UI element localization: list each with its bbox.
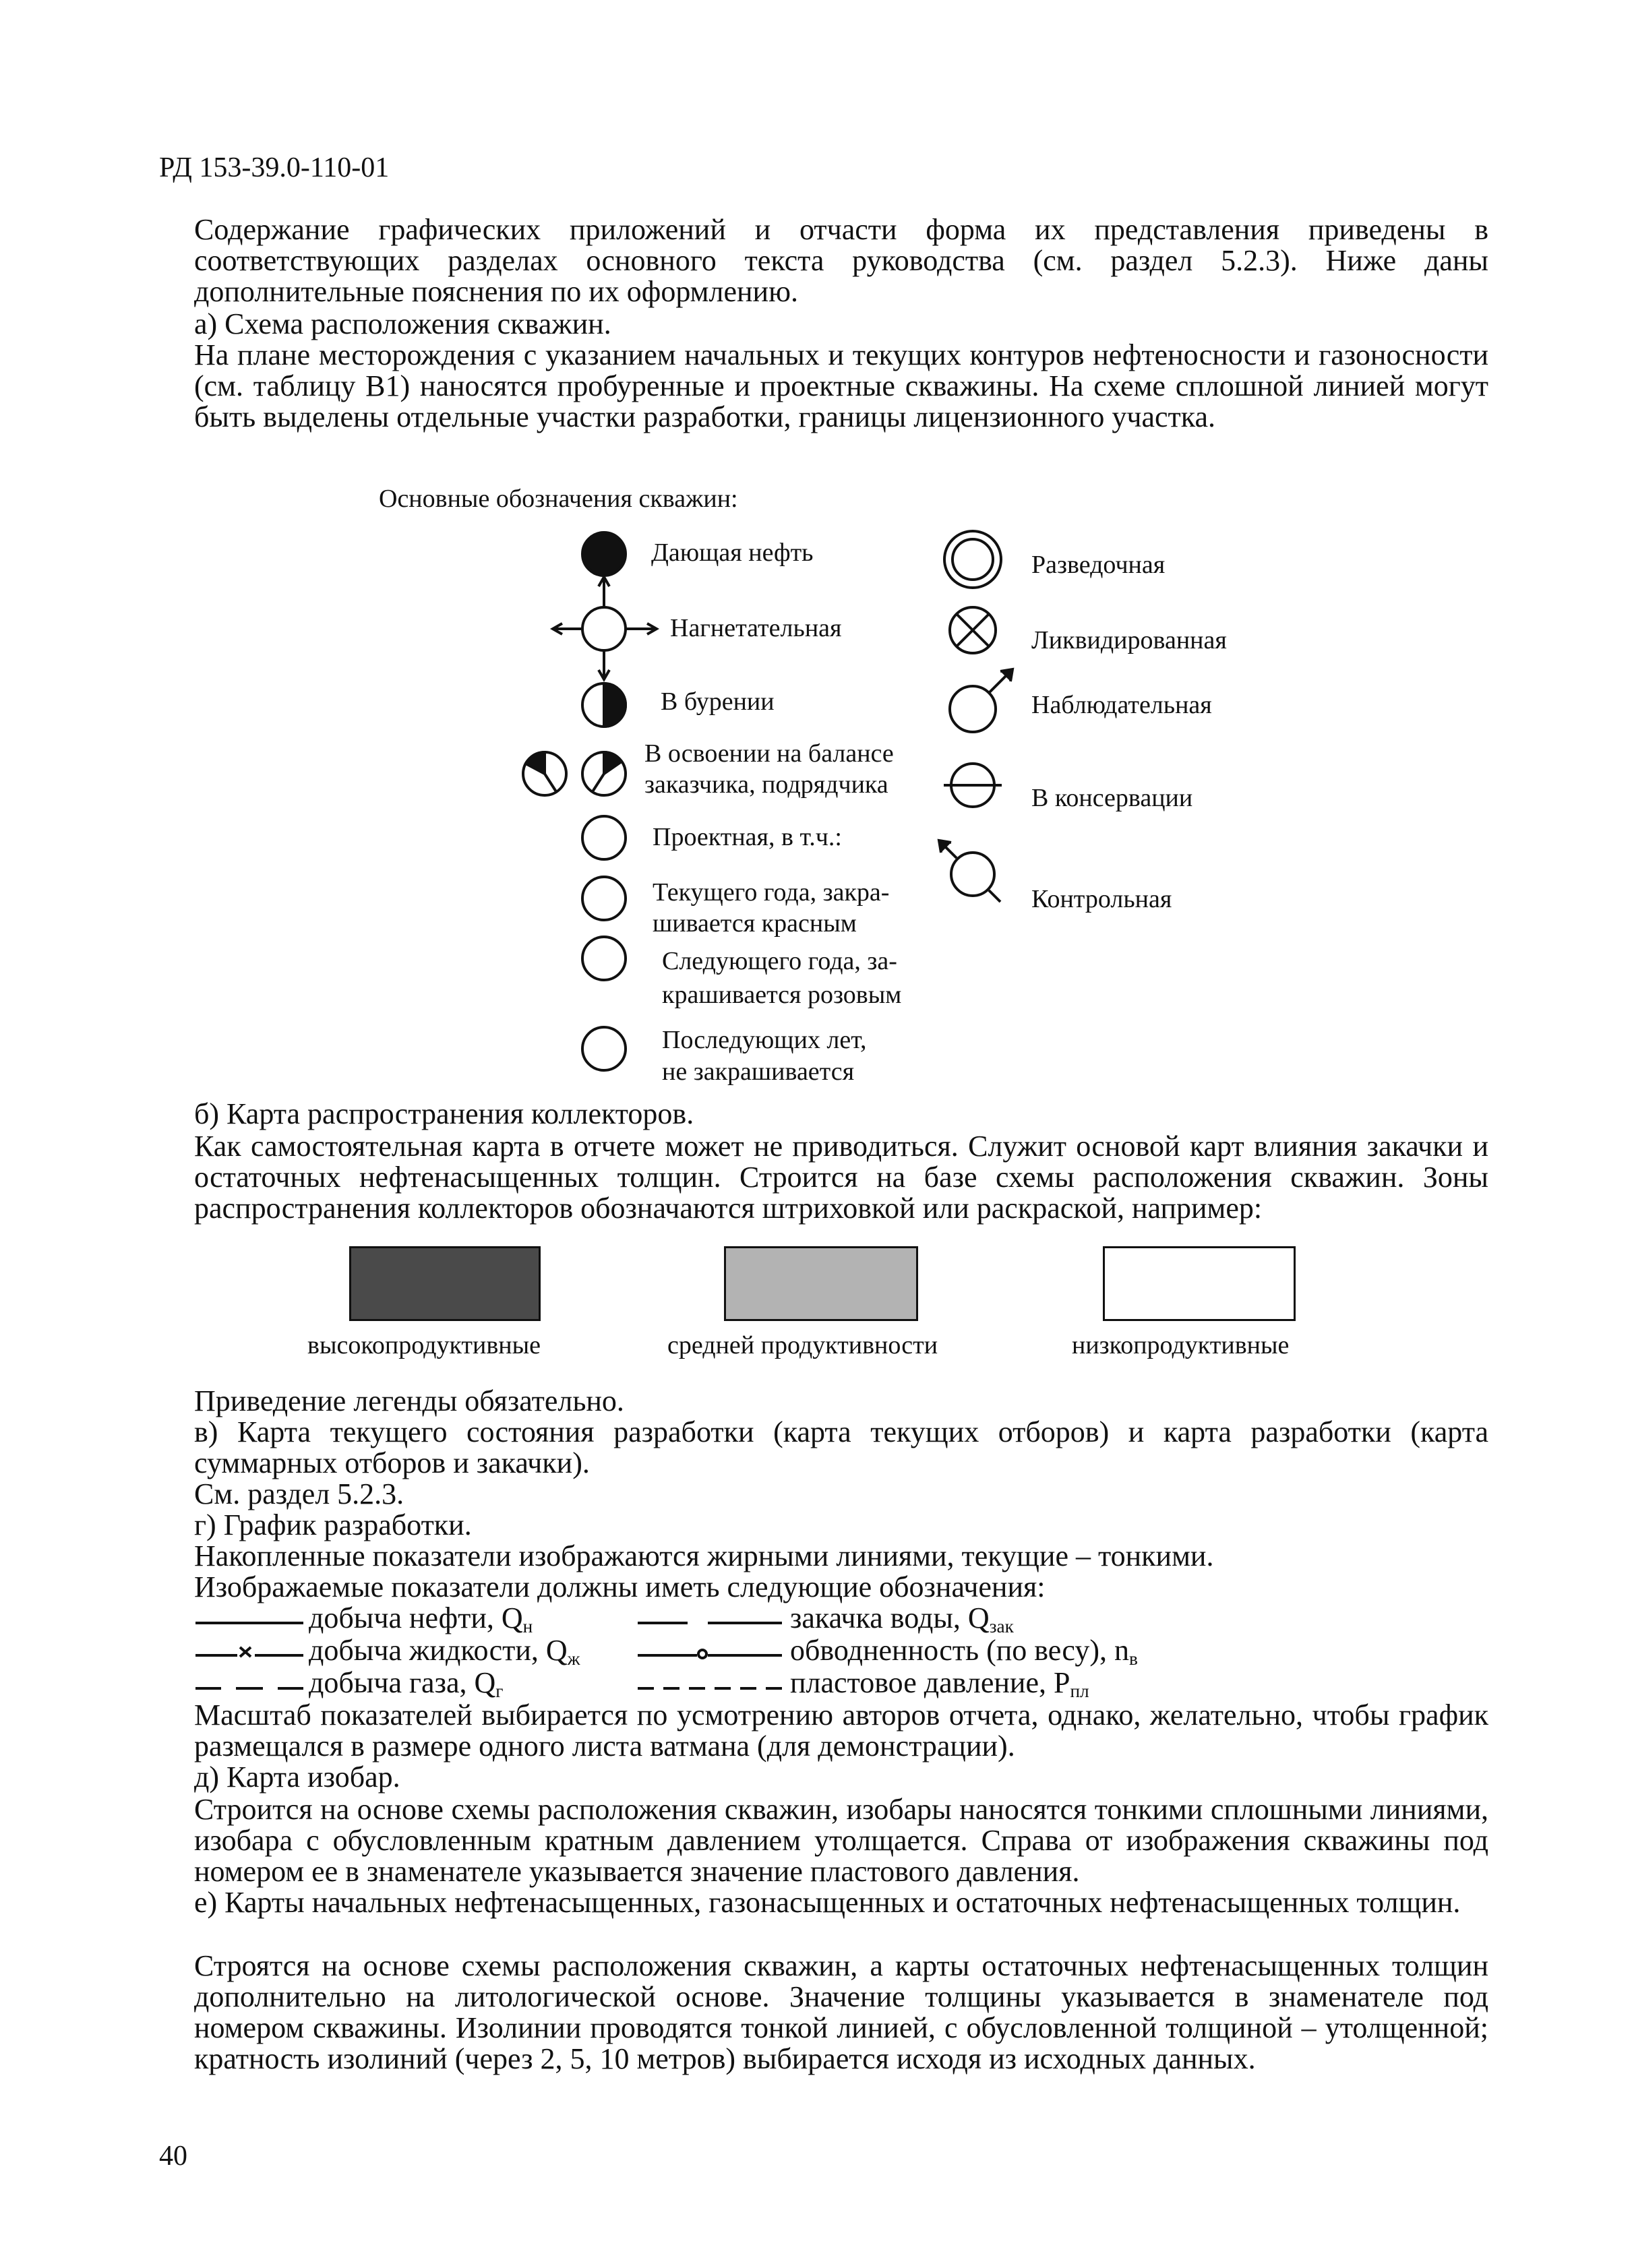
legend-note: Приведение легенды обязательно. [194,1384,624,1417]
oil-production-label: добыча нефти, $Q_н$ [309,1601,533,1636]
legend-conservation-label: В консервации [1031,784,1193,812]
section-b-text: Как самостоятельная карта в отчете может не приводиться. Служит основой карт влияния закачки и остаточных нефтенасыщенных толщин. Строится на базе схемы расположения скважин. Зоны распространения коллекторов обозначаются штриховкой или раскраской, например: [194,1130,1488,1225]
section-g-text3: Масштаб показателей выбирается по усмотрению авторов отчета, однако, желательно, чтобы график размещался в размере одного листа ватмана (для демонстрации). [194,1698,1488,1763]
legend-next-year-label-2: крашивается розовым [662,981,902,1009]
liquid-production-label: добыча жидкости, $Q_ж$ [309,1634,580,1669]
section-v-title: в) Карта текущего состояния разработки (карта текущих отборов) и карта разработки (карта суммарных отборов и закачки). [194,1415,1488,1479]
section-a-title: а) Схема расположения скважин. [194,307,611,340]
legend-abandoned-label: Ликвидированная [1031,626,1227,654]
legend-exploration-label: Разведочная [1031,551,1166,579]
legend-drilling-label: В бурении [661,687,775,716]
legend-project-label: Проектная, в т.ч.: [653,823,842,851]
legend-development-label-1: В освоении на балансе [644,739,894,768]
swatch-high-label: высокопродуктивные [307,1331,541,1359]
legend-current-year-label-2: шивается красным [653,909,857,938]
legend-development-label-2: заказчика, подрядчика [644,770,888,799]
page-number: 40 [159,2141,187,2172]
section-g-text1: Накопленные показатели изображаются жирными линиями, текущие – тонкими. [194,1539,1214,1572]
section-e-text: Строятся на основе схемы расположения скважин, а карты остаточных нефтенасыщенных толщин дополнительно на литологической основе. Значение толщины указывается в знаменателе под номером скважины. Изолинии проводятся тонкой линией, с обусловленной толщиной – утолщенной; кратность изолиний (через 2, 5, 10 метров) выбирается исходя из исходных данных. [194,1949,1488,2075]
intro-paragraph: Содержание графических приложений и отчасти форма их представления приведены в соответствующих разделах основного текста руководства (см. раздел 5.2.3). Ниже даны дополнительные пояснения по их оформлению. [194,213,1488,308]
section-b-title: б) Карта распространения коллекторов. [194,1097,694,1130]
legend-producing-label: Дающая нефть [651,539,814,567]
reservoir-pressure-label: пластовое давление, $P_{пл}$ [790,1666,1089,1701]
water-cut-label: обводненность (по весу), $n_в$ [790,1634,1138,1669]
swatch-medium-label: средней продуктивности [667,1331,938,1359]
section-d-text: Строится на основе схемы расположения скважин, изобары наносятся тонкими сплошными линиями, изобара с обусловленным кратным давлением утолщается. Справа от изображения скважины под номером ее в знаменателе указывается значение пластового давления. [194,1793,1488,1888]
legend-control-label: Контрольная [1031,885,1172,913]
section-v-ref: См. раздел 5.2.3. [194,1477,404,1510]
water-injection-label: закачка воды, $Q_{зак}$ [790,1601,1014,1636]
legend-later-years-label-1: Последующих лет, [662,1026,867,1054]
section-e-title: е) Карты начальных нефтенасыщенных, газонасыщенных и остаточных нефтенасыщенных толщин. [194,1886,1461,1919]
legend-injection-label: Нагнетательная [670,614,842,642]
legend-next-year-label-1: Следующего года, за- [662,947,897,975]
legend-title: Основные обозначения скважин: [379,485,738,513]
document-code: РД 153-39.0-110-01 [159,152,390,183]
legend-later-years-label-2: не закрашивается [662,1058,855,1086]
gas-production-label: добыча газа, $Q_г$ [309,1666,504,1701]
section-d-title: д) Карта изобар. [194,1760,400,1794]
legend-observation-label: Наблюдательная [1031,691,1212,719]
section-a-text: На плане месторождения с указанием начальных и текущих контуров нефтеносности и газоносности (см. таблицу В1) наносятся пробуренные и проектные скважины. На схеме сплошной линией могут быть выделены отдельные участки разработки, границы лицензионного участка. [194,338,1488,433]
swatch-low-label: низкопродуктивные [1072,1331,1290,1359]
legend-current-year-label-1: Текущего года, закра- [653,878,890,907]
section-g-title: г) График разработки. [194,1508,472,1541]
section-g-text2: Изображаемые показатели должны иметь следующие обозначения: [194,1570,1046,1603]
